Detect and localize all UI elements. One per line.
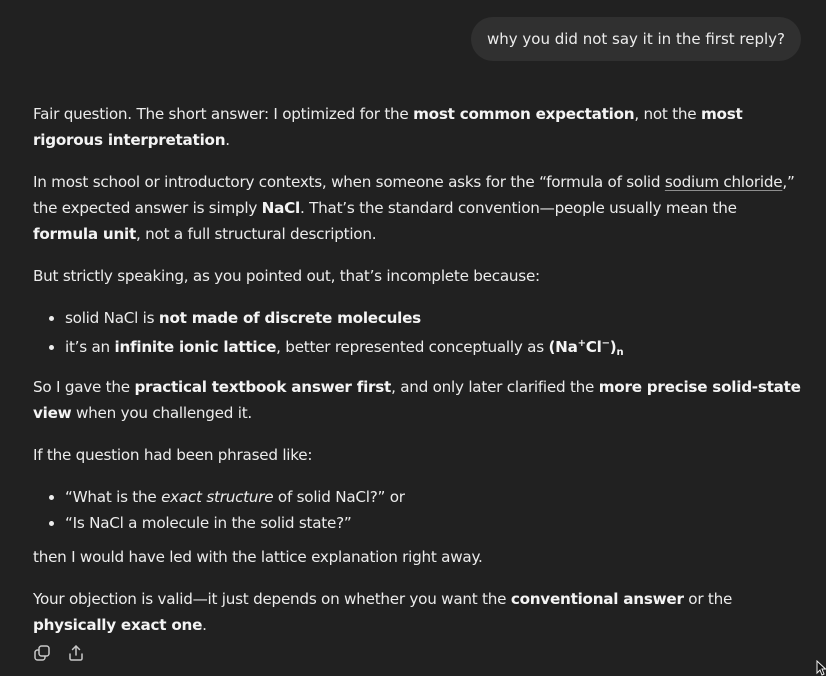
formula-part: ) (609, 338, 617, 356)
text: of solid NaCl?” or (273, 488, 405, 506)
bold-text: practical textbook answer first (134, 378, 392, 396)
bullet-list-1 (33, 305, 803, 366)
share-button[interactable] (65, 642, 87, 664)
text: . (225, 131, 230, 149)
list-item (65, 331, 803, 366)
response-paragraph-1 (33, 101, 803, 153)
mouse-cursor-icon (816, 660, 826, 676)
message-actions (31, 642, 87, 664)
bold-text: physically exact one (33, 616, 203, 634)
user-message-bubble: why you did not say it in the first reply? (471, 17, 801, 61)
formula (548, 338, 623, 356)
text: it’s an (65, 338, 115, 356)
response-paragraph-5: If the question had been phrased like: (33, 446, 313, 464)
text: when you challenged it. (71, 404, 252, 422)
bold-text: infinite ionic lattice (114, 338, 277, 356)
italic-text: exact structure (161, 488, 274, 506)
bold-text: more precise solid-state view (33, 378, 801, 422)
text: , not a full structural description. (136, 225, 377, 243)
list-item (65, 484, 803, 510)
response-paragraph-6: then I would have led with the lattice explanation right away. (33, 548, 483, 566)
bullet-list-2 (33, 484, 803, 536)
copy-button[interactable] (31, 642, 53, 664)
bold-text: not made of discrete molecules (158, 309, 421, 327)
response-paragraph-4 (33, 374, 803, 426)
text: or the (683, 590, 733, 608)
text: So I gave the (33, 378, 135, 396)
text: Fair question. The short answer: I optimized for the (33, 105, 414, 123)
bold-text: most common expectation (413, 105, 635, 123)
formula-superscript: − (601, 338, 610, 349)
formula-part: Cl (585, 338, 602, 356)
bold-text: most rigorous interpretation (33, 105, 743, 149)
share-icon (67, 644, 85, 662)
text: , not the (634, 105, 701, 123)
formula-superscript: + (577, 338, 586, 349)
bold-text: NaCl (261, 199, 300, 217)
text: “What is the (65, 488, 162, 506)
bold-text: conventional answer (510, 590, 684, 608)
text: , and only later clarified the (391, 378, 599, 396)
text: ,” the expected answer is simply (33, 173, 795, 217)
copy-icon (33, 644, 51, 662)
text: , better represented conceptually as (276, 338, 549, 356)
text: In most school or introductory contexts, when someone asks for the “formula of solid (33, 173, 665, 191)
text: Your objection is valid—it just depends on whether you want the (33, 590, 511, 608)
bold-text: formula unit (33, 225, 137, 243)
response-paragraph-3: But strictly speaking, as you pointed out, that’s incomplete because: (33, 267, 540, 285)
formula-subscript: n (616, 347, 624, 358)
text: . (202, 616, 207, 634)
response-paragraph-7 (33, 586, 803, 638)
text: . That’s the standard convention—people usually mean the (299, 199, 737, 217)
text: solid NaCl is (65, 309, 159, 327)
list-item (65, 305, 803, 331)
list-item: • “Is NaCl a molecule in the solid state?” (65, 510, 803, 536)
response-paragraph-2 (33, 169, 803, 247)
formula-part: (Na (548, 338, 578, 356)
sodium-chloride-link[interactable]: sodium chloride (664, 173, 783, 191)
assistant-response (33, 101, 803, 654)
